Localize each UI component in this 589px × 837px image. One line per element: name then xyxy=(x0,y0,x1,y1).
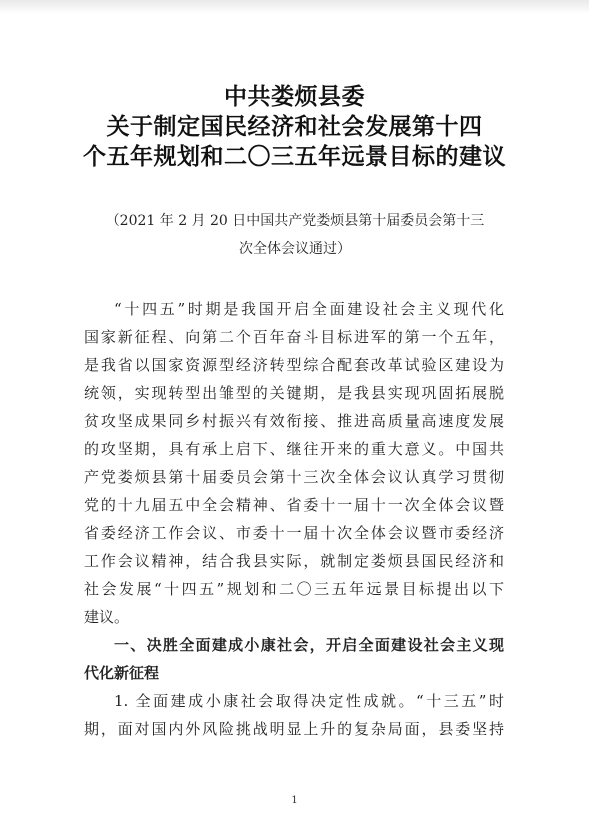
adoption-note xyxy=(80,207,510,263)
body-line: 期，面对国内外风险挑战明显上升的复杂局面，县委坚持 xyxy=(84,720,504,738)
body-line: 社会发展“十四五”规划和二〇三五年远景目标提出以下 xyxy=(84,580,504,598)
body-line: 工作会议精神，结合我县实际，就制定娄烦县国民经济和 xyxy=(84,552,504,570)
title-line: 关于制定国民经济和社会发展第十四 xyxy=(106,114,483,140)
body-line: 党的十九届五中全会精神、省委十一届十一次全体会议暨 xyxy=(84,496,504,514)
adoption-note-line: （2021 年 2 月 20 日中国共产党娄烦县第十届委员会第十三 xyxy=(105,213,485,229)
body-line: 省委经济工作会议、市委十一届十次全体会议暨市委经济 xyxy=(84,524,504,542)
title-line: 中共娄烦县委 xyxy=(224,84,365,110)
top-edge-shadow xyxy=(0,0,589,14)
body-line: 贫攻坚成果同乡村振兴有效衔接、推进高质量高速度发展 xyxy=(84,412,504,430)
section-heading-line: 一、决胜全面建成小康社会，开启全面建设社会主义现 xyxy=(114,636,504,654)
intro-paragraph xyxy=(84,295,504,631)
document-title xyxy=(0,82,589,172)
section-heading xyxy=(84,631,504,687)
adoption-note-line: 次全体会议通过） xyxy=(239,241,351,257)
document-body xyxy=(84,295,504,743)
body-line: 是我省以国家资源型经济转型综合配套改革试验区建设为 xyxy=(84,356,504,374)
title-line: 个五年规划和二〇三五年远景目标的建议 xyxy=(83,144,506,170)
body-line: 1. 全面建成小康社会取得决定性成就。“十三五”时 xyxy=(114,692,504,710)
section-paragraph xyxy=(84,687,504,743)
body-line: 国家新征程、向第二个百年奋斗目标进军的第一个五年， xyxy=(84,328,504,346)
body-line: “十四五”时期是我国开启全面建设社会主义现代化 xyxy=(114,300,504,318)
page-number: 1 xyxy=(291,795,298,806)
section-heading-line: 代化新征程 xyxy=(84,664,160,682)
body-line: 的攻坚期，具有承上启下、继往开来的重大意义。中国共 xyxy=(84,440,504,458)
body-line: 统领，实现转型出雏型的关键期，是我县实现巩固拓展脱 xyxy=(84,384,504,402)
body-line: 建议。 xyxy=(84,608,130,626)
body-line: 产党娄烦县第十届委员会第十三次全体会议认真学习贯彻 xyxy=(84,468,504,486)
